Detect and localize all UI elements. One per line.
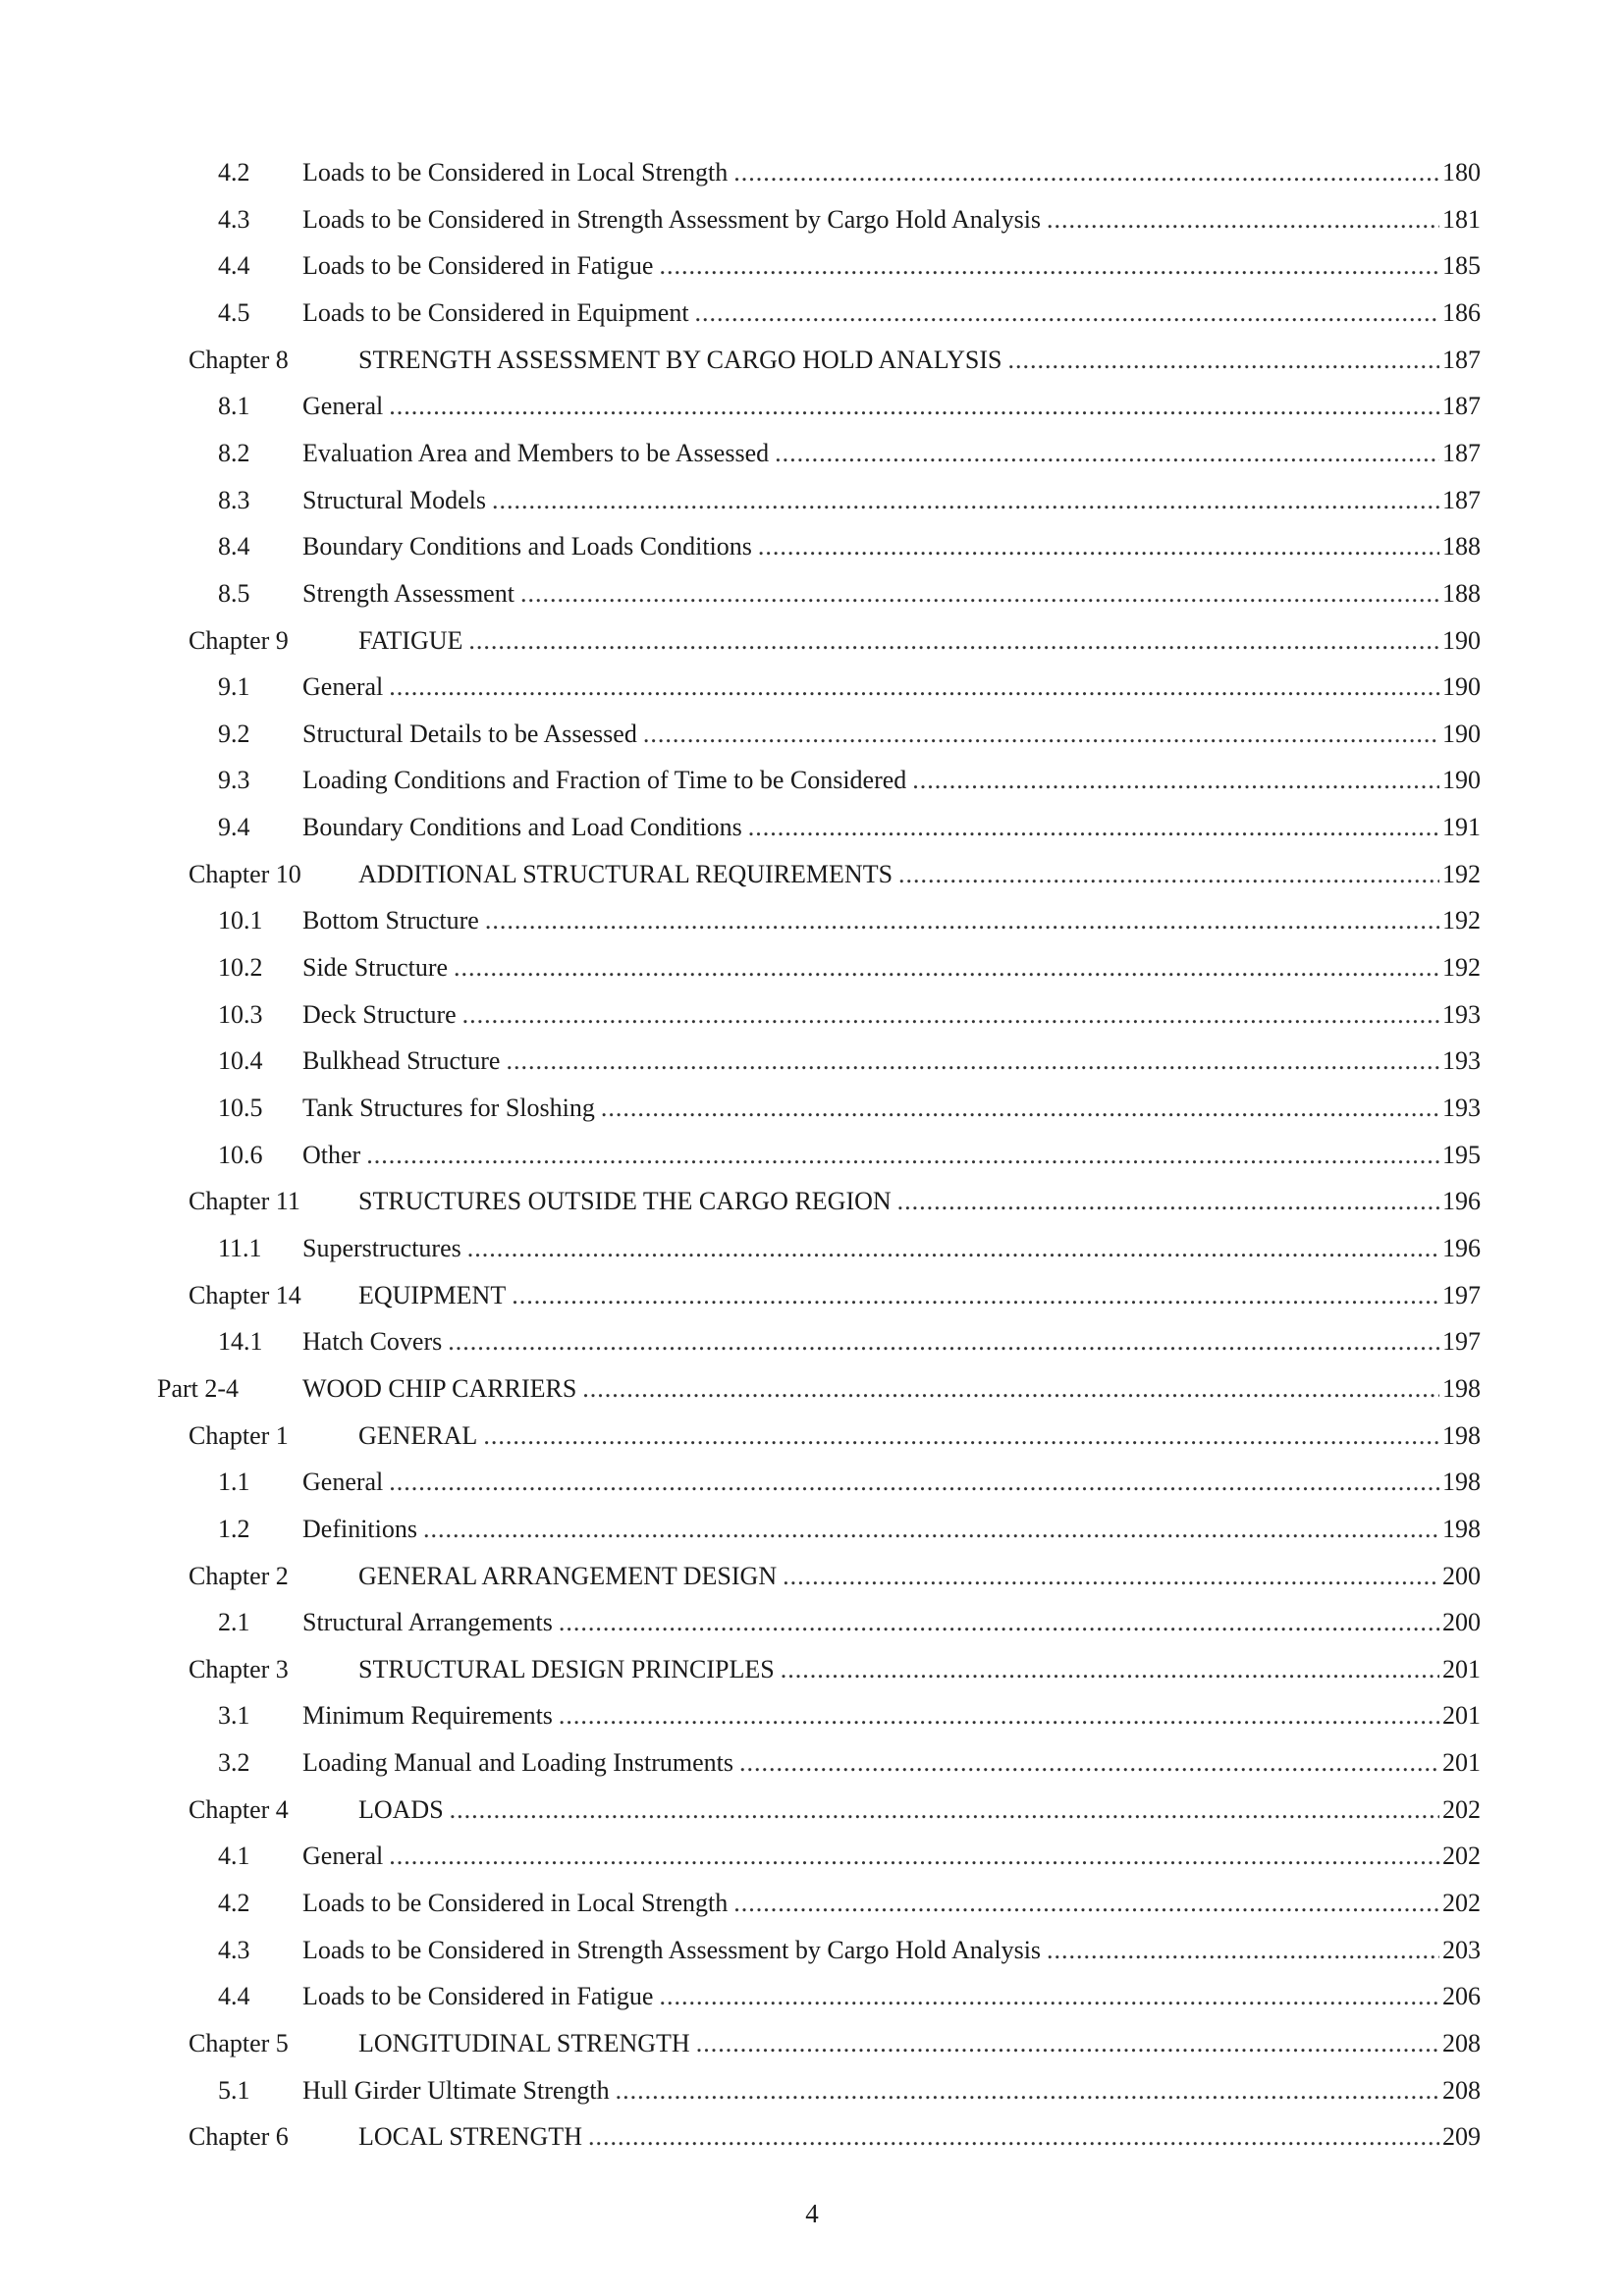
toc-leader-dots [643, 715, 1439, 754]
toc-entry-title: Boundary Conditions and Loads Conditions [302, 532, 752, 561]
toc-entry-number: 10.1 [218, 906, 263, 935]
toc-leader-dots [582, 1369, 1439, 1409]
toc-leader-dots [588, 2117, 1439, 2157]
toc-entry-title: Loading Manual and Loading Instruments [302, 1748, 734, 1778]
toc-entry-number: 8.4 [218, 532, 250, 561]
toc-leader-dots [748, 808, 1439, 847]
toc-leader-dots [485, 901, 1439, 940]
toc-leader-dots [492, 481, 1439, 520]
toc-entry-page: 198 [1442, 1468, 1481, 1497]
toc-entry-title: LONGITUDINAL STRENGTH [358, 2029, 690, 2057]
toc-entry-chapter[interactable] [189, 1790, 1481, 1830]
toc-entry-section[interactable] [218, 761, 1481, 800]
toc-leader-dots [781, 1650, 1439, 1689]
toc-entry-number: Chapter 11 [189, 1187, 300, 1216]
toc-leader-dots [467, 1229, 1439, 1268]
toc-entry-page: 193 [1442, 1094, 1481, 1122]
toc-entry-page: 193 [1442, 1046, 1481, 1076]
toc-entry-title: General [302, 1842, 384, 1871]
toc-leader-dots [739, 1743, 1439, 1783]
toc-entry-page: 200 [1442, 1608, 1481, 1637]
toc-leader-dots [389, 667, 1439, 707]
toc-leader-dots [1007, 341, 1439, 380]
toc-entry-section[interactable] [218, 901, 1481, 940]
toc-entry-title: Loading Conditions and Fraction of Time to be Considered [302, 766, 907, 795]
toc-entry-title: GENERAL [358, 1420, 478, 1450]
toc-entry-number: 9.4 [218, 813, 250, 842]
toc-entry-chapter[interactable] [189, 341, 1481, 380]
toc-leader-dots [366, 1136, 1439, 1175]
toc-leader-dots [520, 574, 1439, 614]
toc-entry-number: 4.4 [218, 1982, 250, 2011]
toc-leader-dots [775, 434, 1439, 473]
toc-entry-number: 4.5 [218, 297, 250, 327]
toc-leader-dots [450, 1790, 1439, 1830]
toc-entry-number: Chapter 4 [189, 1794, 289, 1824]
toc-entry-page: 198 [1442, 1420, 1481, 1450]
toc-leader-dots [559, 1696, 1439, 1735]
toc-entry-number: 3.2 [218, 1748, 250, 1778]
toc-entry-section[interactable] [218, 294, 1481, 333]
toc-entry-number: 4.3 [218, 204, 250, 234]
toc-entry-page: 190 [1442, 719, 1481, 748]
toc-entry-title: LOCAL STRENGTH [358, 2122, 582, 2152]
toc-entry-chapter[interactable] [189, 1416, 1481, 1456]
toc-entry-number: 9.3 [218, 766, 250, 795]
toc-entry-chapter[interactable] [189, 1182, 1481, 1221]
toc-entry-section[interactable] [218, 1322, 1481, 1362]
toc-entry-number: Chapter 3 [189, 1654, 289, 1683]
toc-entry-page: 187 [1442, 392, 1481, 421]
toc-entry-section[interactable] [218, 1603, 1481, 1642]
toc-entry-section[interactable] [218, 527, 1481, 566]
toc-leader-dots [783, 1557, 1439, 1596]
toc-entry-number: 4.2 [218, 158, 250, 187]
toc-leader-dots [462, 995, 1439, 1035]
toc-entry-page: 192 [1442, 859, 1481, 888]
toc-entry-page: 209 [1442, 2122, 1481, 2152]
toc-leader-dots [616, 2071, 1439, 2110]
toc-entry-title: General [302, 1468, 384, 1497]
toc-leader-dots [423, 1510, 1439, 1549]
toc-entry-section[interactable] [218, 1743, 1481, 1783]
toc-entry-number: 3.1 [218, 1701, 250, 1731]
toc-entry-page: 198 [1442, 1514, 1481, 1543]
toc-entry-title: Minimum Requirements [302, 1701, 553, 1731]
toc-entry-page: 197 [1442, 1327, 1481, 1357]
toc-entry-page: 208 [1442, 2075, 1481, 2105]
toc-entry-title: Loads to be Considered in Strength Assessment by Cargo Hold Analysis [302, 204, 1042, 234]
toc-entry-chapter[interactable] [189, 2024, 1481, 2063]
toc-leader-dots [601, 1089, 1439, 1128]
toc-entry-section[interactable] [218, 1463, 1481, 1502]
toc-entry-number: 11.1 [218, 1233, 262, 1262]
toc-entry-number: 10.3 [218, 999, 263, 1029]
toc-entry-section[interactable] [218, 434, 1481, 473]
toc-leader-dots [506, 1041, 1439, 1081]
toc-entry-title: Definitions [302, 1514, 417, 1543]
toc-entry-section[interactable] [218, 2071, 1481, 2110]
toc-entry-page: 202 [1442, 1842, 1481, 1871]
toc-leader-dots [695, 294, 1439, 333]
toc-entry-page: 187 [1442, 485, 1481, 514]
toc-entry-number: 10.4 [218, 1046, 263, 1076]
toc-entry-number: 1.2 [218, 1514, 250, 1543]
toc-entry-number: 10.5 [218, 1094, 263, 1122]
toc-entry-title: FATIGUE [358, 625, 463, 655]
toc-entry-number: Chapter 9 [189, 625, 289, 655]
toc-entry-title: Hull Girder Ultimate Strength [302, 2075, 610, 2105]
toc-entry-section[interactable] [218, 1041, 1481, 1081]
toc-entry-number: 10.2 [218, 953, 263, 983]
toc-leader-dots [758, 527, 1439, 566]
toc-entry-section[interactable] [218, 1931, 1481, 1970]
toc-leader-dots [1047, 1931, 1439, 1970]
toc-entry-page: 196 [1442, 1187, 1481, 1216]
toc-entry-number: 9.2 [218, 719, 250, 748]
toc-entry-number: Chapter 5 [189, 2029, 289, 2057]
toc-entry-page: 190 [1442, 766, 1481, 795]
toc-entry-number: Chapter 1 [189, 1420, 289, 1450]
toc-entry-page: 190 [1442, 672, 1481, 702]
toc-entry-page: 208 [1442, 2029, 1481, 2057]
toc-entry-section[interactable] [218, 481, 1481, 520]
toc-leader-dots [483, 1416, 1439, 1456]
toc-entry-number: 4.2 [218, 1889, 250, 1918]
toc-leader-dots [389, 387, 1439, 426]
toc-entry-page: 188 [1442, 532, 1481, 561]
toc-entry-number: Part 2-4 [157, 1373, 240, 1403]
toc-leader-dots [512, 1276, 1439, 1315]
toc-leader-dots [733, 1884, 1439, 1923]
toc-entry-number: 10.6 [218, 1140, 263, 1169]
toc-entry-page: 206 [1442, 1982, 1481, 2011]
toc-entry-page: 192 [1442, 953, 1481, 983]
toc-entry-title: Bottom Structure [302, 906, 479, 935]
toc-entry-section[interactable] [218, 574, 1481, 614]
toc-entry-page: 197 [1442, 1280, 1481, 1309]
toc-entry-page: 181 [1442, 204, 1481, 234]
toc-entry-title: LOADS [358, 1794, 444, 1824]
toc-entry-title: Hatch Covers [302, 1327, 443, 1357]
toc-entry-number: Chapter 2 [189, 1561, 289, 1590]
toc-leader-dots [733, 153, 1439, 192]
toc-entry-title: Boundary Conditions and Load Conditions [302, 813, 742, 842]
toc-entry-section[interactable] [218, 1510, 1481, 1549]
toc-entry-page: 193 [1442, 999, 1481, 1029]
toc-entry-part[interactable] [157, 1369, 1481, 1409]
toc-leader-dots [454, 948, 1439, 988]
toc-entry-number: 9.1 [218, 672, 250, 702]
toc-entry-page: 187 [1442, 438, 1481, 467]
toc-entry-title: Deck Structure [302, 999, 457, 1029]
toc-entry-section[interactable] [218, 808, 1481, 847]
toc-entry-title: Tank Structures for Sloshing [302, 1094, 595, 1122]
toc-entry-number: 8.3 [218, 485, 250, 514]
toc-entry-title: Superstructures [302, 1233, 461, 1262]
page-number: 4 [805, 2199, 819, 2228]
toc-entry-section[interactable] [218, 667, 1481, 707]
toc-entry-section[interactable] [218, 995, 1481, 1035]
toc-entry-number: 4.3 [218, 1935, 250, 1964]
toc-entry-title: Strength Assessment [302, 578, 514, 608]
toc-entry-number: 4.1 [218, 1842, 250, 1871]
toc-leader-dots [448, 1322, 1439, 1362]
toc-leader-dots [389, 1463, 1439, 1502]
toc-entry-section[interactable] [218, 200, 1481, 240]
toc-entry-title: Other [302, 1140, 361, 1169]
toc-leader-dots [696, 2024, 1439, 2063]
toc-leader-dots [897, 1182, 1439, 1221]
toc-entry-section[interactable] [218, 1837, 1481, 1876]
toc-entry-title: Loads to be Considered in Fatigue [302, 251, 654, 281]
toc-entry-number: 5.1 [218, 2075, 250, 2105]
toc-entry-number: Chapter 8 [189, 345, 289, 374]
toc-entry-title: WOOD CHIP CARRIERS [302, 1373, 577, 1403]
toc-entry-title: Loads to be Considered in Fatigue [302, 1982, 654, 2011]
toc-entry-section[interactable] [218, 246, 1481, 286]
toc-entry-title: Structural Models [302, 485, 487, 514]
toc-entry-page: 198 [1442, 1373, 1481, 1403]
toc-entry-page: 202 [1442, 1889, 1481, 1918]
toc-entry-page: 201 [1442, 1654, 1481, 1683]
toc-entry-page: 196 [1442, 1233, 1481, 1262]
toc-entry-number: 1.1 [218, 1468, 250, 1497]
toc-leader-dots [389, 1837, 1439, 1876]
toc-entry-title: Structural Arrangements [302, 1608, 553, 1637]
toc-entry-page: 195 [1442, 1140, 1481, 1169]
toc-entry-chapter[interactable] [189, 1276, 1481, 1315]
toc-leader-dots [898, 855, 1439, 894]
toc-entry-section[interactable] [218, 1089, 1481, 1128]
toc-entry-page: 188 [1442, 578, 1481, 608]
toc-leader-dots [912, 761, 1439, 800]
toc-entry-page: 203 [1442, 1935, 1481, 1964]
toc-entry-title: Side Structure [302, 953, 449, 983]
toc-entry-page: 201 [1442, 1701, 1481, 1731]
toc-entry-section[interactable] [218, 1977, 1481, 2016]
toc-entry-title: Evaluation Area and Members to be Assessed [302, 438, 770, 467]
toc-entry-page: 202 [1442, 1794, 1481, 1824]
toc-leader-dots [659, 246, 1439, 286]
toc-entry-title: Loads to be Considered in Equipment [302, 297, 689, 327]
toc-entry-page: 187 [1442, 345, 1481, 374]
toc-entry-title: Loads to be Considered in Strength Assessment by Cargo Hold Analysis [302, 1935, 1042, 1964]
toc-entry-title: STRUCTURES OUTSIDE THE CARGO REGION [358, 1187, 892, 1216]
toc-entry-section[interactable] [218, 153, 1481, 192]
toc-entry-number: Chapter 6 [189, 2122, 289, 2152]
toc-entry-title: STRUCTURAL DESIGN PRINCIPLES [358, 1654, 775, 1683]
toc-entry-title: General [302, 672, 384, 702]
toc-entry-chapter[interactable] [189, 2117, 1481, 2157]
toc-entry-title: Bulkhead Structure [302, 1046, 501, 1076]
toc-entry-page: 190 [1442, 625, 1481, 655]
toc-entry-title: STRENGTH ASSESSMENT BY CARGO HOLD ANALYSIS [358, 345, 1002, 374]
toc-entry-title: ADDITIONAL STRUCTURAL REQUIREMENTS [358, 859, 893, 888]
toc-entry-number: 2.1 [218, 1608, 250, 1637]
toc-entry-section[interactable] [218, 1229, 1481, 1268]
toc-leader-dots [1047, 200, 1439, 240]
toc-entry-number: 14.1 [218, 1327, 263, 1357]
toc-entry-page: 192 [1442, 906, 1481, 935]
toc-entry-number: 4.4 [218, 251, 250, 281]
toc-entry-number: Chapter 10 [189, 859, 301, 888]
toc-entry-chapter[interactable] [189, 1557, 1481, 1596]
toc-entry-number: Chapter 14 [189, 1280, 301, 1309]
toc-entry-title: General [302, 392, 384, 421]
toc-entry-chapter[interactable] [189, 1650, 1481, 1689]
toc-entry-section[interactable] [218, 1884, 1481, 1923]
toc-entry-number: 8.5 [218, 578, 250, 608]
toc-entry-title: Structural Details to be Assessed [302, 719, 637, 748]
toc-entry-page: 186 [1442, 297, 1481, 327]
toc-entry-page: 201 [1442, 1748, 1481, 1778]
toc-entry-title: GENERAL ARRANGEMENT DESIGN [358, 1561, 778, 1590]
toc-entry-page: 180 [1442, 158, 1481, 187]
toc-entry-page: 185 [1442, 251, 1481, 281]
toc-leader-dots [559, 1603, 1439, 1642]
toc-entry-chapter[interactable] [189, 855, 1481, 894]
toc-leader-dots [468, 621, 1439, 661]
toc-entry-section[interactable] [218, 948, 1481, 988]
toc-entry-section[interactable] [218, 1136, 1481, 1175]
toc-entry-title: Loads to be Considered in Local Strength [302, 158, 729, 187]
toc-entry-section[interactable] [218, 1696, 1481, 1735]
toc-entry-number: 8.2 [218, 438, 250, 467]
toc-entry-title: Loads to be Considered in Local Strength [302, 1889, 729, 1918]
toc-entry-number: 8.1 [218, 392, 250, 421]
toc-leader-dots [659, 1977, 1439, 2016]
toc-entry-chapter[interactable] [189, 621, 1481, 661]
toc-entry-page: 191 [1442, 813, 1481, 842]
toc-entry-section[interactable] [218, 715, 1481, 754]
toc-entry-page: 200 [1442, 1561, 1481, 1590]
toc-entry-title: EQUIPMENT [358, 1280, 507, 1309]
toc-entry-section[interactable] [218, 387, 1481, 426]
